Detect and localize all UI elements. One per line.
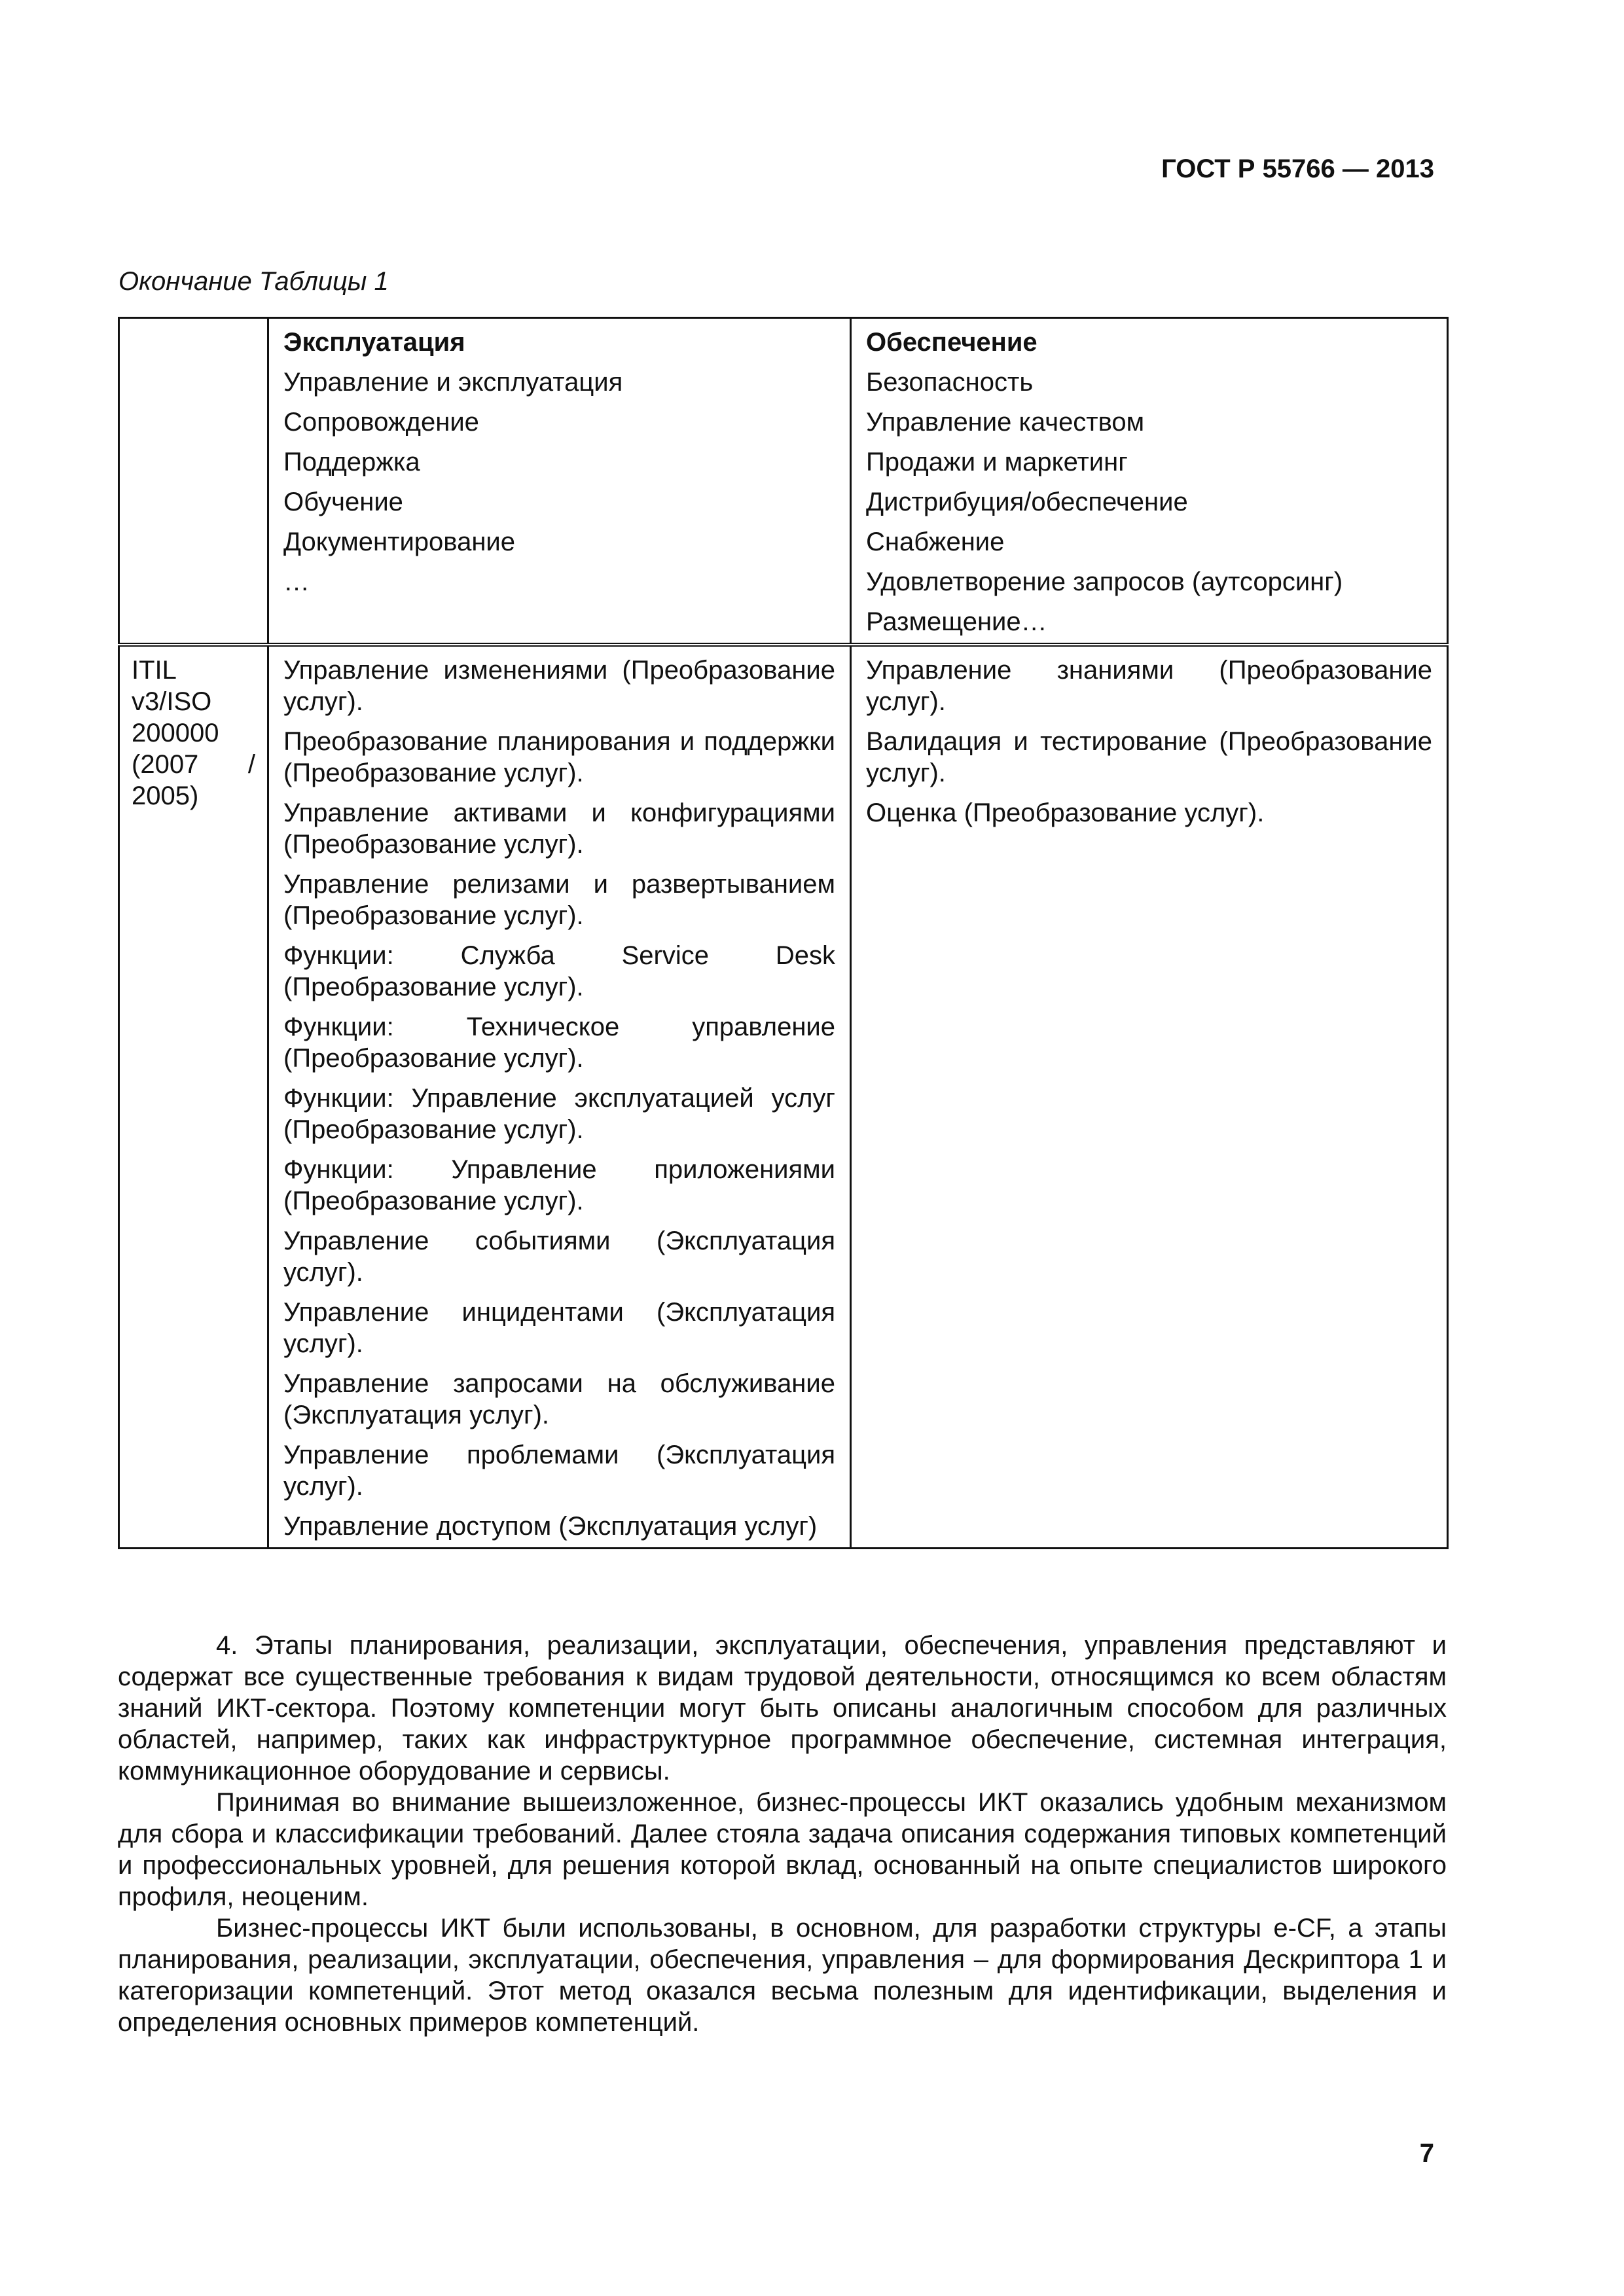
provision-item: Удовлетворение запросов (аутсорсинг) xyxy=(866,567,1343,596)
provision-heading: Обеспечение xyxy=(866,328,1038,357)
table-caption: Окончание Таблицы 1 xyxy=(118,267,389,296)
itil-process-item: Управление изменениями (Преобразование услуг). xyxy=(283,656,835,716)
operation-item: Обучение xyxy=(283,488,403,516)
paragraph: Бизнес-процессы ИКТ были использованы, в основном, для разработки структуры e-CF, а этапы планирования, реализации, эксплуатации, обеспечения, управления – для формирования Дескриптора 1 и категоризации компетенций. Этот метод оказался весьма полезным для идентификации, выделения и определения основных примеров компетенций. xyxy=(118,1914,1447,2037)
page-number: 7 xyxy=(1419,2139,1434,2168)
paragraph: Принимая во внимание вышеизложенное, бизнес-процессы ИКТ оказались удобным механизмом для сбора и классификации требований. Далее стояла задача описания содержания типовых компетенций и профессиональных уровней, для решения которой вклад, основанный на опыте специалистов широкого профиля, неоценим. xyxy=(118,1788,1447,1911)
itil-process-item: Управление инцидентами (Эксплуатация услуг). xyxy=(283,1298,835,1358)
itil-process-item: Управление запросами на обслуживание (Эксплуатация услуг). xyxy=(283,1369,835,1429)
provision-item: Продажи и маркетинг xyxy=(866,448,1128,476)
operation-item: … xyxy=(283,567,310,596)
operation-item: Сопровождение xyxy=(283,408,479,437)
table-row-itil xyxy=(119,645,1448,1549)
operation-cell xyxy=(268,318,851,645)
itil-process-item: Валидация и тестирование (Преобразование услуг). xyxy=(866,727,1432,787)
provision-item: Размещение… xyxy=(866,607,1047,636)
itil-provision-cell xyxy=(851,645,1448,1549)
provision-item: Снабжение xyxy=(866,528,1005,556)
body-text xyxy=(118,1630,1447,2038)
itil-process-item: Управление активами и конфигурациями (Преобразование услуг). xyxy=(283,798,835,859)
itil-process-item: Управление знаниями (Преобразование услуг). xyxy=(866,656,1432,716)
document-code: ГОСТ Р 55766 — 2013 xyxy=(1161,154,1434,183)
itil-process-item: Функции: Управление приложениями (Преобразование услуг). xyxy=(283,1155,835,1215)
itil-process-item: Оценка (Преобразование услуг). xyxy=(866,798,1265,827)
itil-process-item: Управление проблемами (Эксплуатация услуг). xyxy=(283,1441,835,1501)
provision-item: Дистрибуция/обеспечение xyxy=(866,488,1188,516)
operation-item: Управление и эксплуатация xyxy=(283,368,623,397)
provision-item: Безопасность xyxy=(866,368,1034,397)
paragraph: 4. Этапы планирования, реализации, эксплуатации, обеспечения, управления представляют и содержат все существенные требования к видам трудовой деятельности, относящимся ко всем областям знаний ИКТ-сектора. Поэтому компетенции могут быть описаны аналогичным способом для различных областей, например, таких как инфраструктурное программное обеспечение, системная интеграция, коммуникационное оборудование и сервисы. xyxy=(118,1631,1447,1785)
operation-item: Поддержка xyxy=(283,448,420,476)
itil-process-item: Преобразование планирования и поддержки (Преобразование услуг). xyxy=(283,727,835,787)
provision-cell xyxy=(851,318,1448,645)
itil-process-item: Функции: Управление эксплуатацией услуг (Преобразование услуг). xyxy=(283,1084,835,1144)
itil-process-item: Управление событиями (Эксплуатация услуг). xyxy=(283,1227,835,1287)
row1-source-cell xyxy=(119,318,268,645)
itil-operation-cell xyxy=(268,645,851,1549)
itil-process-item: Функции: Служба Service Desk (Преобразование услуг). xyxy=(283,941,835,1001)
itil-source-cell: ITIL v3/ISO 200000 (2007 / 2005) xyxy=(119,645,268,1549)
operation-heading: Эксплуатация xyxy=(283,328,465,357)
provision-item: Управление качеством xyxy=(866,408,1145,437)
operation-item: Документирование xyxy=(283,528,516,556)
itil-process-item: Управление доступом (Эксплуатация услуг) xyxy=(283,1512,818,1541)
table-row-headers xyxy=(119,318,1448,645)
continuation-table xyxy=(118,317,1449,1549)
itil-process-item: Функции: Техническое управление (Преобразование услуг). xyxy=(283,1013,835,1073)
itil-process-item: Управление релизами и развертыванием (Преобразование услуг). xyxy=(283,870,835,930)
